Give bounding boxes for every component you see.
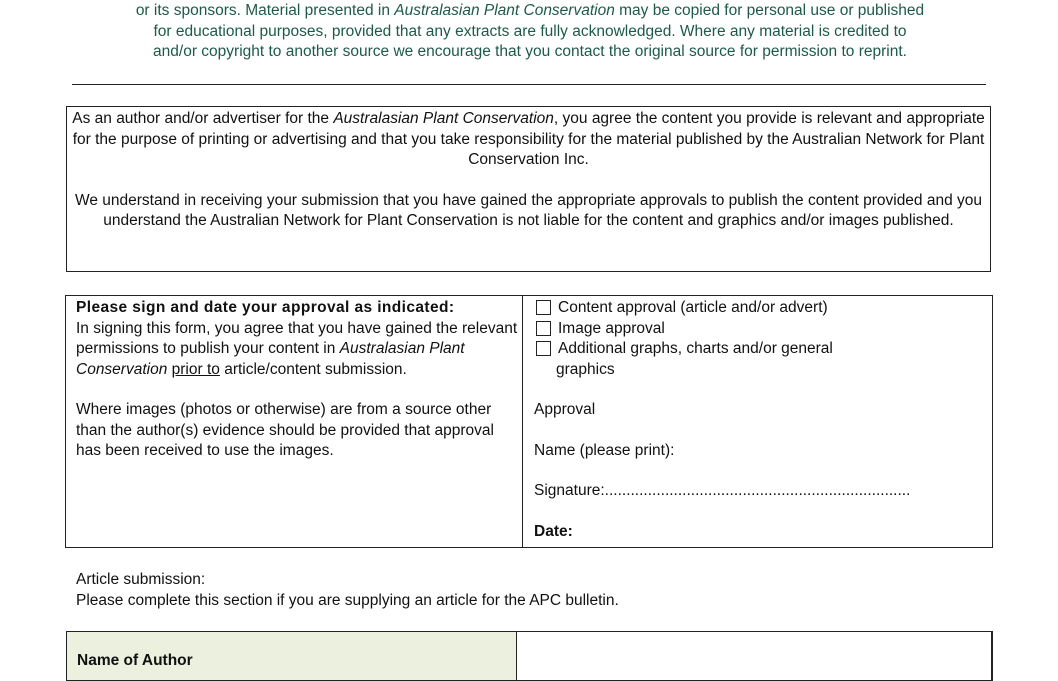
author-name-label: Name of Author	[67, 632, 517, 680]
agreement-box	[66, 106, 991, 272]
copyright-notice	[66, 1, 994, 63]
content-approval-row[interactable]	[534, 298, 992, 319]
horizontal-divider	[72, 84, 986, 85]
article-submission-instructions: Please complete this section if you are supplying an article for the APC bulletin.	[76, 591, 619, 609]
approval-table	[65, 295, 993, 548]
notice-line-2: for educational purposes, provided that any extracts are fully acknowledged. Where any material is credited to	[153, 22, 907, 40]
content-approval-checkbox[interactable]	[536, 300, 551, 315]
name-print-field[interactable]: Name (please print):	[534, 441, 675, 459]
graphics-approval-label: Additional graphs, charts and/or general	[558, 340, 833, 357]
approval-heading: Please sign and date your approval as indicated:	[76, 299, 455, 316]
approval-paragraph-2: Where images (photos or otherwise) are from a source other than the author(s) evidence should be provided that approval has been received to use the images.	[76, 401, 494, 459]
approval-label: Approval	[534, 401, 596, 418]
signature-field[interactable]: Signature:.......................................................................	[534, 482, 911, 499]
publication-name: Australasian Plant Conservation	[394, 2, 615, 19]
content-approval-label: Content approval (article and/or advert)	[558, 299, 828, 316]
approval-form	[523, 296, 992, 547]
article-submission-section	[76, 570, 619, 611]
notice-line-3: and/or copyright to another source we encourage that you contact the original source for permission to reprint.	[153, 43, 907, 60]
image-approval-checkbox[interactable]	[536, 321, 551, 336]
image-approval-label: Image approval	[558, 319, 665, 337]
graphics-approval-checkbox[interactable]	[536, 341, 551, 356]
approval-instructions	[66, 296, 523, 547]
graphics-approval-row[interactable]	[534, 339, 992, 360]
notice-line-1: or its sponsors. Material presented in Australasian Plant Conservation may be copied for personal use or published	[135, 2, 925, 19]
date-field[interactable]: Date:	[534, 522, 573, 540]
author-name-input[interactable]	[517, 632, 991, 680]
agreement-paragraph-1: As an author and/or advertiser for the Australasian Plant Conservation, you agree the content you provide is relevant and appropriate for the purpose of printing or advertising and that you take responsibility for the material published by the Australian Network for Plant Conservation Inc.	[72, 110, 985, 168]
agreement-paragraph-2: We understand in receiving your submission that you have gained the appropriate approvals to publish the content provided and you understand the Australian Network for Plant Conservation is not liable for the content and graphics and/or images published.	[74, 191, 983, 229]
article-submission-title: Article submission:	[76, 571, 206, 588]
approval-paragraph-1: In signing this form, you agree that you have gained the relevant permissions to publish your content in Australasian Plant Conservation prior to article/content submission.	[76, 319, 518, 378]
image-approval-row[interactable]	[534, 319, 992, 340]
graphics-approval-label-continuation: graphics	[556, 360, 615, 378]
author-table-row	[66, 631, 993, 681]
